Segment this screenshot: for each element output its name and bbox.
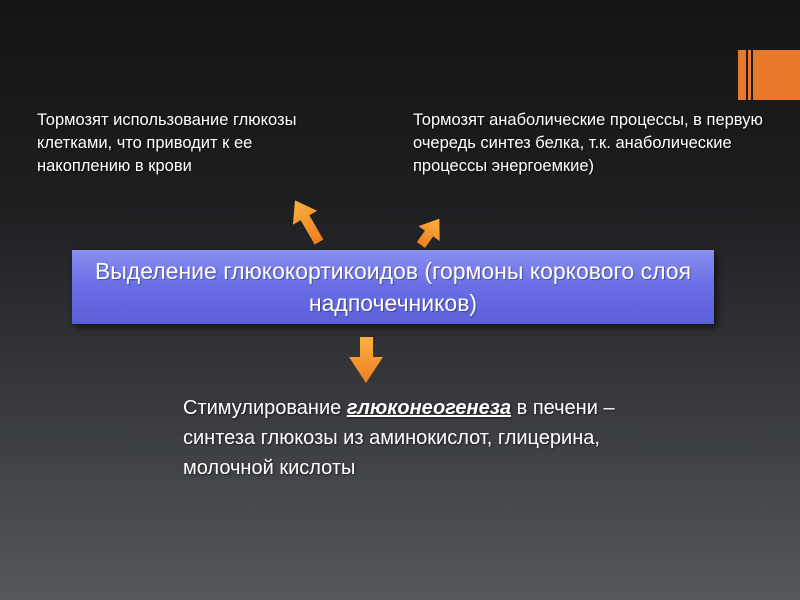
note-right: Тормозят анаболические процессы, в первую очередь синтез белка, т.к. анаболические процессы энергоемкие) [413, 111, 763, 175]
arrow-down-icon [349, 337, 383, 383]
central-box [72, 250, 714, 324]
note-left: Тормозят использование глюкозы клетками, что приводит к ее накоплению в крови [37, 111, 297, 175]
central-box-text: Выделение глюкокортикоидов (гормоны коркового слоя надпочечников) [94, 258, 692, 316]
decorative-accent-block [738, 50, 800, 100]
bottom-text [183, 393, 623, 483]
accent-stripe [746, 50, 748, 100]
arrow-up-left-icon [283, 193, 331, 249]
bottom-text-prefix: Стимулирование [183, 397, 347, 419]
arrow-up-right-icon [410, 211, 450, 252]
accent-stripe [751, 50, 753, 100]
bottom-text-rest: в печени – синтеза глюкозы из аминокислот, глицерина, молочной кислоты [183, 397, 615, 479]
bottom-text-emphasis: глюконеогенеза [346, 397, 512, 419]
